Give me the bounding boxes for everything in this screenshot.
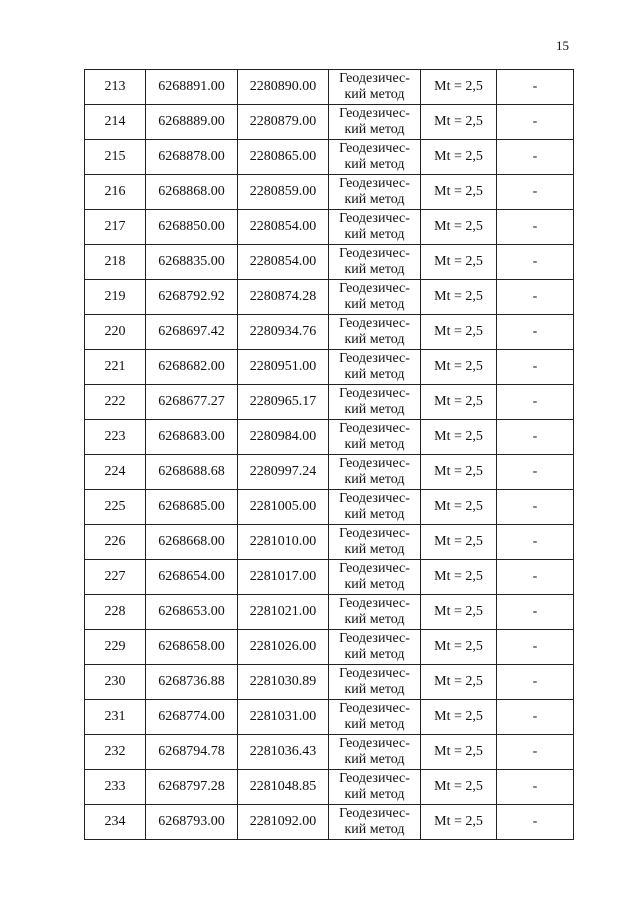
method-line-2: кий метод <box>344 507 405 522</box>
cell-point-number: 224 <box>85 455 146 490</box>
cell-y-coordinate: 2280874.28 <box>238 280 329 315</box>
cell-accuracy: Mt = 2,5 <box>421 70 497 105</box>
cell-accuracy: Mt = 2,5 <box>421 770 497 805</box>
cell-x-coordinate: 6268850.00 <box>146 210 238 245</box>
table-row <box>85 420 574 455</box>
cell-method <box>329 630 421 665</box>
method-line-2: кий метод <box>344 542 405 557</box>
table-row <box>85 490 574 525</box>
method-line-1: Геодезичес- <box>339 141 410 156</box>
cell-note: - <box>497 420 574 455</box>
method-line-2: кий метод <box>344 822 405 837</box>
cell-y-coordinate: 2281017.00 <box>238 560 329 595</box>
method-line-1: Геодезичес- <box>339 806 410 821</box>
cell-x-coordinate: 6268653.00 <box>146 595 238 630</box>
page-number: 15 <box>556 38 569 53</box>
method-line-2: кий метод <box>344 87 405 102</box>
cell-y-coordinate: 2280879.00 <box>238 105 329 140</box>
cell-x-coordinate: 6268889.00 <box>146 105 238 140</box>
cell-method <box>329 315 421 350</box>
cell-note: - <box>497 595 574 630</box>
cell-note: - <box>497 665 574 700</box>
method-line-2: кий метод <box>344 367 405 382</box>
cell-x-coordinate: 6268668.00 <box>146 525 238 560</box>
cell-note: - <box>497 175 574 210</box>
cell-accuracy: Mt = 2,5 <box>421 455 497 490</box>
cell-note: - <box>497 70 574 105</box>
cell-x-coordinate: 6268736.88 <box>146 665 238 700</box>
method-line-1: Геодезичес- <box>339 736 410 751</box>
cell-accuracy: Mt = 2,5 <box>421 700 497 735</box>
cell-accuracy: Mt = 2,5 <box>421 175 497 210</box>
cell-point-number: 220 <box>85 315 146 350</box>
cell-point-number: 232 <box>85 735 146 770</box>
cell-method <box>329 175 421 210</box>
method-line-1: Геодезичес- <box>339 281 410 296</box>
cell-method <box>329 280 421 315</box>
table-row <box>85 175 574 210</box>
cell-accuracy: Mt = 2,5 <box>421 490 497 525</box>
cell-y-coordinate: 2281031.00 <box>238 700 329 735</box>
method-line-2: кий метод <box>344 682 405 697</box>
cell-x-coordinate: 6268677.27 <box>146 385 238 420</box>
method-line-1: Геодезичес- <box>339 456 410 471</box>
cell-x-coordinate: 6268682.00 <box>146 350 238 385</box>
cell-point-number: 225 <box>85 490 146 525</box>
cell-point-number: 214 <box>85 105 146 140</box>
table-row <box>85 70 574 105</box>
cell-x-coordinate: 6268685.00 <box>146 490 238 525</box>
cell-y-coordinate: 2280859.00 <box>238 175 329 210</box>
method-line-1: Геодезичес- <box>339 631 410 646</box>
cell-x-coordinate: 6268794.78 <box>146 735 238 770</box>
cell-y-coordinate: 2280934.76 <box>238 315 329 350</box>
cell-point-number: 229 <box>85 630 146 665</box>
method-line-2: кий метод <box>344 297 405 312</box>
cell-note: - <box>497 315 574 350</box>
cell-accuracy: Mt = 2,5 <box>421 560 497 595</box>
cell-y-coordinate: 2281048.85 <box>238 770 329 805</box>
method-line-1: Геодезичес- <box>339 701 410 716</box>
cell-note: - <box>497 210 574 245</box>
method-line-1: Геодезичес- <box>339 71 410 86</box>
cell-note: - <box>497 560 574 595</box>
cell-note: - <box>497 770 574 805</box>
cell-x-coordinate: 6268774.00 <box>146 700 238 735</box>
cell-accuracy: Mt = 2,5 <box>421 805 497 840</box>
cell-method <box>329 455 421 490</box>
cell-note: - <box>497 455 574 490</box>
cell-note: - <box>497 385 574 420</box>
method-line-2: кий метод <box>344 612 405 627</box>
cell-method <box>329 525 421 560</box>
cell-method <box>329 420 421 455</box>
method-line-1: Геодезичес- <box>339 316 410 331</box>
cell-method <box>329 70 421 105</box>
table-row <box>85 455 574 490</box>
cell-accuracy: Mt = 2,5 <box>421 350 497 385</box>
table-row <box>85 315 574 350</box>
cell-point-number: 233 <box>85 770 146 805</box>
cell-note: - <box>497 105 574 140</box>
cell-note: - <box>497 735 574 770</box>
cell-y-coordinate: 2280984.00 <box>238 420 329 455</box>
cell-point-number: 228 <box>85 595 146 630</box>
method-line-1: Геодезичес- <box>339 211 410 226</box>
cell-x-coordinate: 6268683.00 <box>146 420 238 455</box>
cell-accuracy: Mt = 2,5 <box>421 595 497 630</box>
method-line-2: кий метод <box>344 402 405 417</box>
table-row <box>85 770 574 805</box>
table-row <box>85 525 574 560</box>
cell-y-coordinate: 2280997.24 <box>238 455 329 490</box>
cell-x-coordinate: 6268654.00 <box>146 560 238 595</box>
cell-method <box>329 210 421 245</box>
table-row <box>85 735 574 770</box>
table-row <box>85 210 574 245</box>
cell-y-coordinate: 2280951.00 <box>238 350 329 385</box>
cell-point-number: 216 <box>85 175 146 210</box>
table-row <box>85 560 574 595</box>
cell-accuracy: Mt = 2,5 <box>421 665 497 700</box>
cell-accuracy: Mt = 2,5 <box>421 420 497 455</box>
cell-note: - <box>497 630 574 665</box>
method-line-1: Геодезичес- <box>339 491 410 506</box>
method-line-1: Геодезичес- <box>339 421 410 436</box>
cell-x-coordinate: 6268697.42 <box>146 315 238 350</box>
cell-y-coordinate: 2280865.00 <box>238 140 329 175</box>
table-row <box>85 385 574 420</box>
cell-note: - <box>497 245 574 280</box>
cell-method <box>329 490 421 525</box>
cell-x-coordinate: 6268793.00 <box>146 805 238 840</box>
cell-note: - <box>497 700 574 735</box>
method-line-1: Геодезичес- <box>339 386 410 401</box>
cell-y-coordinate: 2281030.89 <box>238 665 329 700</box>
table-row <box>85 805 574 840</box>
cell-method <box>329 245 421 280</box>
cell-method <box>329 665 421 700</box>
cell-x-coordinate: 6268868.00 <box>146 175 238 210</box>
cell-accuracy: Mt = 2,5 <box>421 630 497 665</box>
cell-y-coordinate: 2281026.00 <box>238 630 329 665</box>
cell-accuracy: Mt = 2,5 <box>421 105 497 140</box>
cell-x-coordinate: 6268835.00 <box>146 245 238 280</box>
cell-note: - <box>497 140 574 175</box>
table-row <box>85 630 574 665</box>
method-line-2: кий метод <box>344 192 405 207</box>
table-row <box>85 700 574 735</box>
cell-accuracy: Mt = 2,5 <box>421 210 497 245</box>
cell-y-coordinate: 2281036.43 <box>238 735 329 770</box>
cell-accuracy: Mt = 2,5 <box>421 280 497 315</box>
cell-method <box>329 805 421 840</box>
cell-y-coordinate: 2280965.17 <box>238 385 329 420</box>
method-line-1: Геодезичес- <box>339 106 410 121</box>
method-line-1: Геодезичес- <box>339 771 410 786</box>
cell-x-coordinate: 6268797.28 <box>146 770 238 805</box>
method-line-1: Геодезичес- <box>339 526 410 541</box>
cell-point-number: 227 <box>85 560 146 595</box>
method-line-1: Геодезичес- <box>339 666 410 681</box>
cell-point-number: 219 <box>85 280 146 315</box>
cell-accuracy: Mt = 2,5 <box>421 315 497 350</box>
cell-note: - <box>497 490 574 525</box>
method-line-2: кий метод <box>344 787 405 802</box>
method-line-1: Геодезичес- <box>339 351 410 366</box>
cell-accuracy: Mt = 2,5 <box>421 140 497 175</box>
table-body <box>85 70 574 840</box>
method-line-2: кий метод <box>344 752 405 767</box>
cell-x-coordinate: 6268792.92 <box>146 280 238 315</box>
method-line-2: кий метод <box>344 647 405 662</box>
method-line-2: кий метод <box>344 577 405 592</box>
cell-x-coordinate: 6268878.00 <box>146 140 238 175</box>
cell-note: - <box>497 280 574 315</box>
cell-method <box>329 560 421 595</box>
table-row <box>85 105 574 140</box>
table-row <box>85 280 574 315</box>
table-row <box>85 350 574 385</box>
method-line-2: кий метод <box>344 332 405 347</box>
cell-point-number: 223 <box>85 420 146 455</box>
cell-y-coordinate: 2280890.00 <box>238 70 329 105</box>
cell-point-number: 217 <box>85 210 146 245</box>
method-line-2: кий метод <box>344 717 405 732</box>
cell-method <box>329 770 421 805</box>
cell-point-number: 213 <box>85 70 146 105</box>
cell-method <box>329 385 421 420</box>
table-row <box>85 665 574 700</box>
cell-method <box>329 350 421 385</box>
cell-note: - <box>497 525 574 560</box>
method-line-2: кий метод <box>344 122 405 137</box>
method-line-2: кий метод <box>344 157 405 172</box>
cell-method <box>329 140 421 175</box>
cell-method <box>329 595 421 630</box>
cell-method <box>329 735 421 770</box>
cell-y-coordinate: 2281005.00 <box>238 490 329 525</box>
cell-accuracy: Mt = 2,5 <box>421 735 497 770</box>
cell-point-number: 218 <box>85 245 146 280</box>
method-line-2: кий метод <box>344 262 405 277</box>
cell-accuracy: Mt = 2,5 <box>421 245 497 280</box>
cell-y-coordinate: 2281021.00 <box>238 595 329 630</box>
cell-y-coordinate: 2280854.00 <box>238 245 329 280</box>
cell-method <box>329 700 421 735</box>
cell-accuracy: Mt = 2,5 <box>421 385 497 420</box>
cell-y-coordinate: 2281010.00 <box>238 525 329 560</box>
cell-x-coordinate: 6268688.68 <box>146 455 238 490</box>
method-line-1: Геодезичес- <box>339 561 410 576</box>
method-line-2: кий метод <box>344 472 405 487</box>
cell-point-number: 226 <box>85 525 146 560</box>
cell-x-coordinate: 6268891.00 <box>146 70 238 105</box>
cell-point-number: 215 <box>85 140 146 175</box>
method-line-1: Геодезичес- <box>339 596 410 611</box>
cell-y-coordinate: 2281092.00 <box>238 805 329 840</box>
cell-x-coordinate: 6268658.00 <box>146 630 238 665</box>
coordinates-table <box>84 69 574 840</box>
cell-point-number: 222 <box>85 385 146 420</box>
table-row <box>85 595 574 630</box>
cell-point-number: 221 <box>85 350 146 385</box>
method-line-1: Геодезичес- <box>339 176 410 191</box>
cell-point-number: 230 <box>85 665 146 700</box>
cell-y-coordinate: 2280854.00 <box>238 210 329 245</box>
method-line-2: кий метод <box>344 227 405 242</box>
table-row <box>85 140 574 175</box>
method-line-2: кий метод <box>344 437 405 452</box>
cell-method <box>329 105 421 140</box>
cell-point-number: 234 <box>85 805 146 840</box>
cell-note: - <box>497 805 574 840</box>
cell-note: - <box>497 350 574 385</box>
table-row <box>85 245 574 280</box>
cell-accuracy: Mt = 2,5 <box>421 525 497 560</box>
cell-point-number: 231 <box>85 700 146 735</box>
method-line-1: Геодезичес- <box>339 246 410 261</box>
